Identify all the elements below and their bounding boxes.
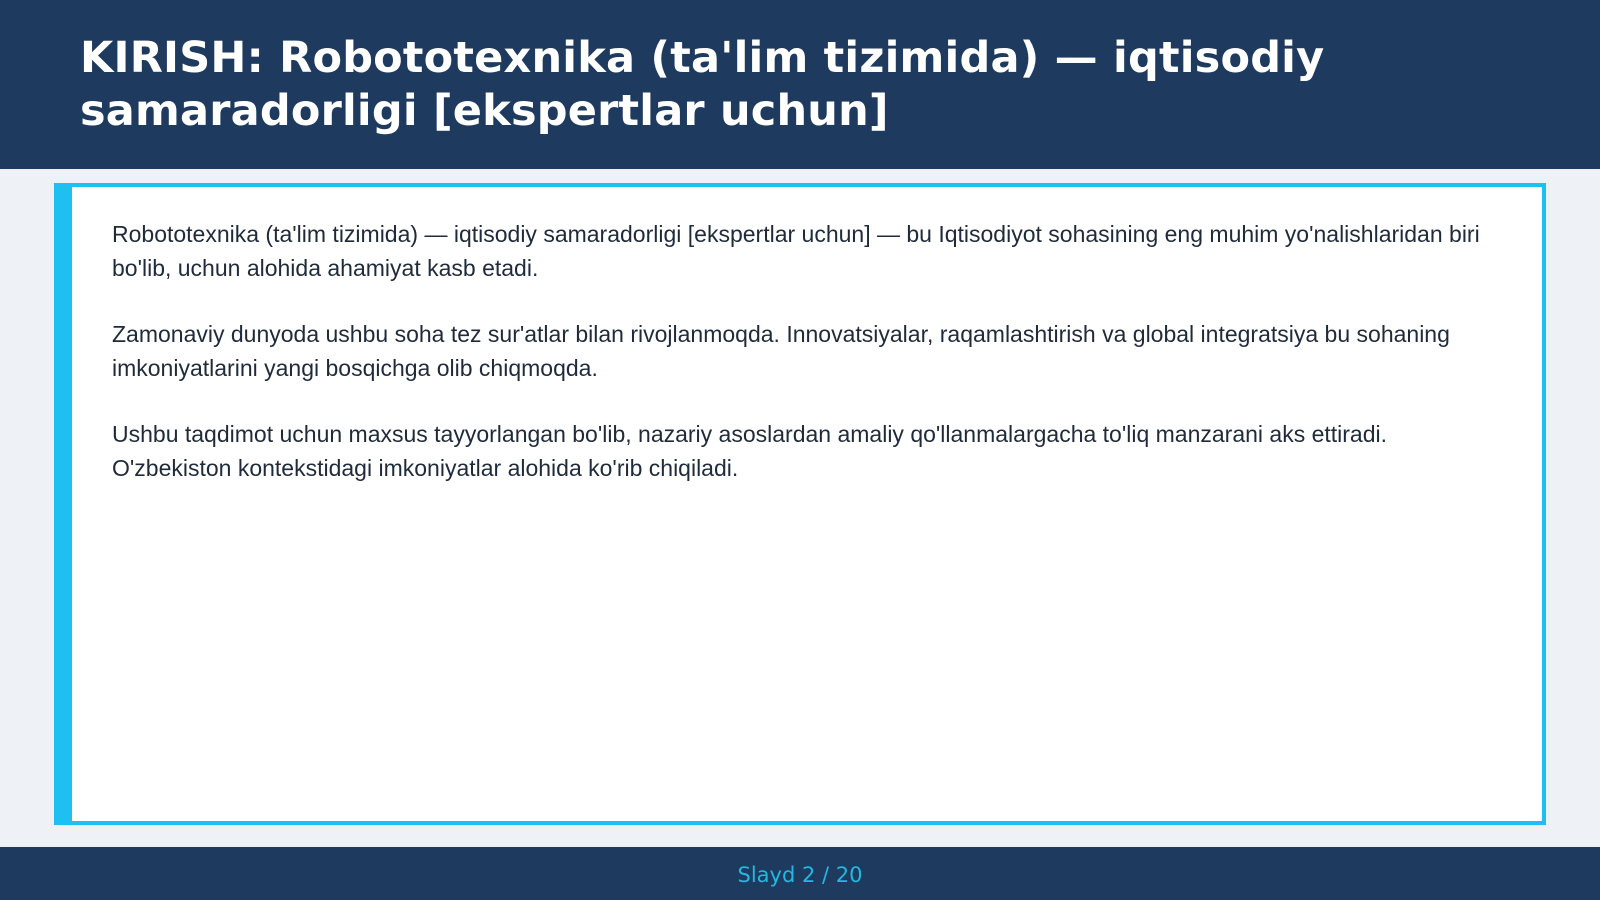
presentation-paragraph: Ushbu taqdimot uchun maxsus tayyorlangan bo'lib, nazariy asoslardan amaliy qo'llanmalargacha to'liq manzarani aks ettiradi. O'zbekiston kontekstidagi imkoniyatlar alohida ko'rib chiqiladi. xyxy=(112,421,1388,481)
slide-title: KIRISH: Robototexnika (ta'lim tizimida) — iqtisodiy samaradorligi [ekspertlar uchun] xyxy=(80,33,1325,136)
development-paragraph: Zamonaviy dunyoda ushbu soha tez sur'atlar bilan rivojlanmoqda. Innovatsiyalar, raqamlashtirish va global integratsiya bu sohaning imkoniyatlarini yangi bosqichga olib chiqmoqda. xyxy=(112,321,1450,381)
slide-footer xyxy=(0,847,1600,900)
content-panel xyxy=(54,183,1546,825)
slide-number: Slayd 2 / 20 xyxy=(737,863,863,887)
slide-header xyxy=(0,0,1600,169)
intro-paragraph: Robototexnika (ta'lim tizimida) — iqtisodiy samaradorligi [ekspertlar uchun] — bu Iqtisodiyot sohasining eng muhim yo'nalishlaridan biri bo'lib, uchun alohida ahamiyat kasb etadi. xyxy=(112,221,1480,281)
